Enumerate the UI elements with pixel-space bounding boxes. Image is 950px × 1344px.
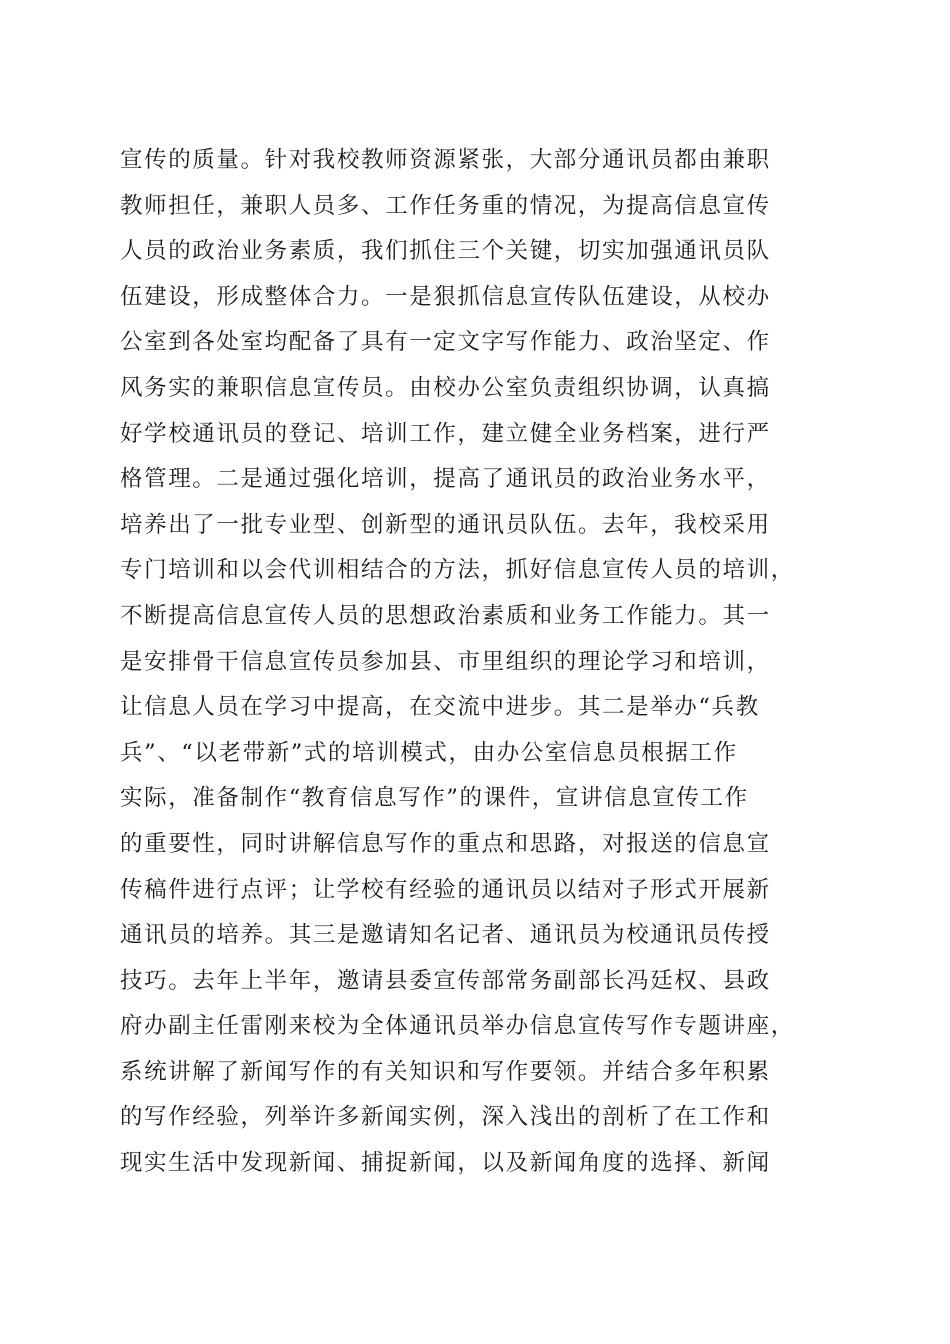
text-line: 格管理。二是通过强化培训，提高了通讯员的政治业务水平，	[120, 466, 771, 493]
text-line: 技巧。去年上半年，邀请县委宣传部常务副部长冯廷权、县政	[120, 967, 771, 994]
text-line: 培养出了一批专业型、创新型的通讯员队伍。去年，我校采用	[120, 511, 771, 538]
text-line: 不断提高信息宣传人员的思想政治素质和业务工作能力。其一	[120, 602, 771, 629]
text-line: 伍建设，形成整体合力。一是狠抓信息宣传队伍建设，从校办	[120, 283, 771, 310]
text-line: 专门培训和以会代训相结合的方法，抓好信息宣传人员的培训，	[120, 557, 795, 584]
text-line: 让信息人员在学习中提高，在交流中进步。其二是举办“兵教	[120, 694, 760, 721]
text-line: 府办副主任雷刚来校为全体通讯员举办信息宣传写作专题讲座，	[120, 1013, 795, 1040]
text-line: 传稿件进行点评；让学校有经验的通讯员以结对子形式开展新	[120, 876, 771, 903]
text-line: 风务实的兼职信息宣传员。由校办公室负责组织协调，认真搞	[120, 374, 771, 401]
text-line: 公室到各处室均配备了具有一定文字写作能力、政治坚定、作	[120, 329, 771, 356]
text-line: 系统讲解了新闻写作的有关知识和写作要领。并结合多年积累	[120, 1058, 771, 1085]
text-line: 人员的政治业务素质，我们抓住三个关键，切实加强通讯员队	[120, 238, 771, 265]
text-line: 的写作经验，列举许多新闻实例，深入浅出的剖析了在工作和	[120, 1104, 771, 1131]
text-line: 好学校通讯员的登记、培训工作，建立健全业务档案，进行严	[120, 420, 771, 447]
text-line: 通讯员的培养。其三是邀请知名记者、通讯员为校通讯员传授	[120, 922, 771, 949]
text-line: 兵”、“以老带新”式的培训模式，由办公室信息员根据工作	[120, 739, 738, 766]
text-line: 宣传的质量。针对我校教师资源紧张，大部分通讯员都由兼职	[120, 147, 771, 173]
text-line: 现实生活中发现新闻、捕捉新闻，以及新闻角度的选择、新闻	[120, 1150, 771, 1177]
text-line: 实际，准备制作“教育信息写作”的课件，宣讲信息宣传工作	[120, 785, 749, 812]
text-line: 是安排骨干信息宣传员参加县、市里组织的理论学习和培训，	[120, 648, 771, 675]
body-text	[120, 138, 840, 1187]
text-line: 教师担任，兼职人员多、工作任务重的情况，为提高信息宣传	[120, 192, 771, 219]
text-line: 的重要性，同时讲解信息写作的重点和思路，对报送的信息宣	[120, 830, 771, 857]
